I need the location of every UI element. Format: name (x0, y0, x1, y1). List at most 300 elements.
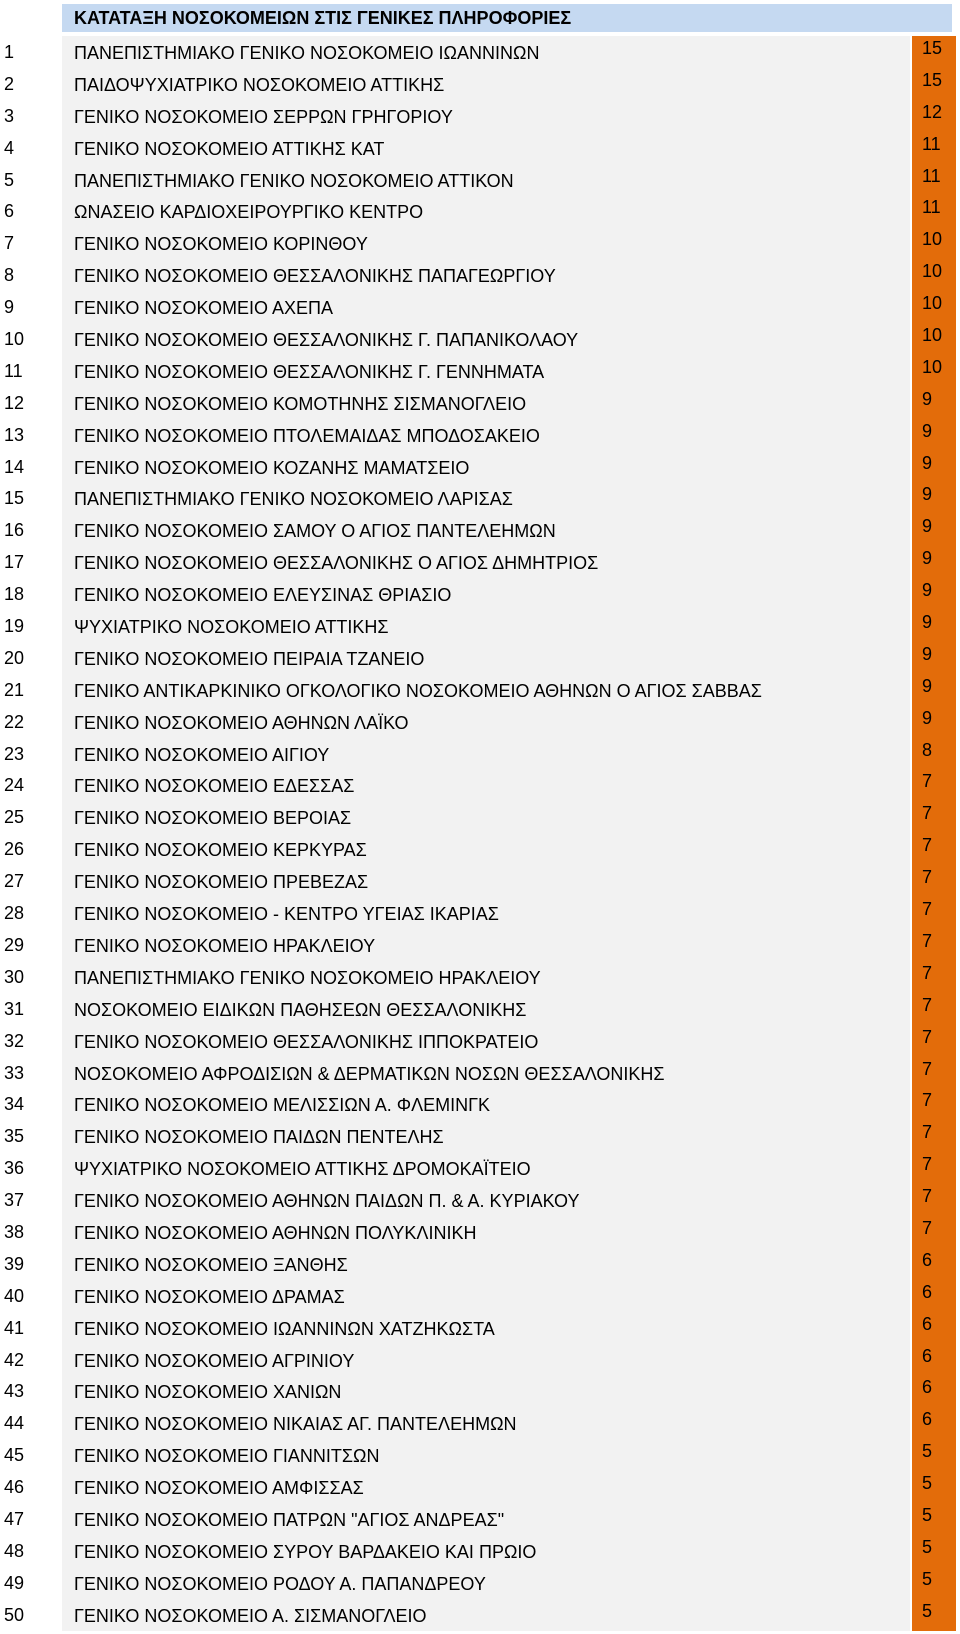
hospital-name: ΓΕΝΙΚΟ ΝΟΣΟΚΟΜΕΙΟ ΣΑΜΟΥ Ο ΑΓΙΟΣ ΠΑΝΤΕΛΕΗΜΩΝ (74, 521, 556, 542)
table-row (0, 164, 960, 196)
row-rank: 8 (4, 265, 15, 286)
table-row (0, 1312, 960, 1344)
row-rank: 18 (4, 584, 25, 605)
hospital-name-cell (62, 961, 910, 993)
row-rank: 33 (4, 1062, 25, 1083)
hospital-name: ΠΑΝΕΠΙΣΤΗΜΙΑΚΟ ΓΕΝΙΚΟ ΝΟΣΟΚΟΜΕΙΟ ΗΡΑΚΛΕΙΟΥ (74, 967, 541, 988)
row-rank: 5 (4, 169, 15, 190)
row-rank: 29 (4, 934, 25, 955)
hospital-name: ΓΕΝΙΚΟ ΝΟΣΟΚΟΜΕΙΟ - ΚΕΝΤΡΟ ΥΓΕΙΑΣ ΙΚΑΡΙΑΣ (74, 904, 499, 925)
score-value: 6 (922, 1377, 933, 1398)
hospital-name: ΓΕΝΙΚΟ ΝΟΣΟΚΟΜΕΙΟ ΣΕΡΡΩΝ ΓΡΗΓΟΡΙΟΥ (74, 106, 453, 127)
row-rank: 19 (4, 616, 25, 637)
row-rank: 21 (4, 679, 25, 700)
hospital-name-cell (62, 387, 910, 419)
score-cell (912, 1535, 956, 1567)
hospital-name: ΓΕΝΙΚΟ ΝΟΣΟΚΟΜΕΙΟ ΘΕΣΣΑΛΟΝΙΚΗΣ ΙΠΠΟΚΡΑΤΕΙΟ (74, 1031, 539, 1052)
row-rank: 7 (4, 233, 15, 254)
row-rank: 38 (4, 1221, 25, 1242)
score-cell (912, 801, 956, 833)
score-value: 9 (922, 643, 933, 664)
score-value: 7 (922, 962, 933, 983)
score-value: 7 (922, 835, 933, 856)
score-cell (912, 961, 956, 993)
score-cell (912, 993, 956, 1025)
score-value: 11 (922, 133, 941, 154)
hospital-name-cell (62, 1312, 910, 1344)
score-value: 9 (922, 707, 933, 728)
score-cell (912, 1344, 956, 1376)
score-value: 7 (922, 994, 933, 1015)
score-value: 7 (922, 1217, 933, 1238)
score-value: 10 (922, 293, 943, 314)
row-rank: 17 (4, 552, 25, 573)
table-row (0, 323, 960, 355)
hospital-name-cell (62, 227, 910, 259)
score-cell (912, 387, 956, 419)
hospital-name: ΓΕΝΙΚΟ ΝΟΣΟΚΟΜΕΙΟ ΚΟΖΑΝΗΣ ΜΑΜΑΤΣΕΙΟ (74, 457, 470, 478)
hospital-name-cell (62, 355, 910, 387)
hospital-name-cell (62, 610, 910, 642)
hospital-name-cell (62, 546, 910, 578)
hospital-name: ΨΥΧΙΑΤΡΙΚΟ ΝΟΣΟΚΟΜΕΙΟ ΑΤΤΙΚΗΣ (74, 617, 389, 638)
row-rank: 46 (4, 1477, 25, 1498)
hospital-name: ΓΕΝΙΚΟ ΝΟΣΟΚΟΜΕΙΟ ΕΛΕΥΣΙΝΑΣ ΘΡΙΑΣΙΟ (74, 585, 452, 606)
row-rank: 15 (4, 488, 25, 509)
score-cell (912, 1280, 956, 1312)
hospital-name: ΓΕΝΙΚΟ ΝΟΣΟΚΟΜΕΙΟ ΠΤΟΛΕΜΑΙΔΑΣ ΜΠΟΔΟΣΑΚΕΙΟ (74, 425, 540, 446)
score-value: 8 (922, 739, 933, 760)
row-rank: 47 (4, 1508, 25, 1529)
table-row (0, 1280, 960, 1312)
row-rank: 39 (4, 1253, 25, 1274)
score-cell (912, 769, 956, 801)
score-value: 7 (922, 930, 933, 951)
hospital-name-cell (62, 1184, 910, 1216)
hospital-name: ΓΕΝΙΚΟ ΝΟΣΟΚΟΜΕΙΟ ΘΕΣΣΑΛΟΝΙΚΗΣ Ο ΑΓΙΟΣ ΔΗΜΗΤΡΙΟΣ (74, 553, 599, 574)
table-row (0, 100, 960, 132)
hospital-name-cell (62, 323, 910, 355)
score-cell (912, 291, 956, 323)
row-rank: 16 (4, 520, 25, 541)
hospital-name-cell (62, 132, 910, 164)
score-value: 7 (922, 1090, 933, 1111)
score-cell (912, 195, 956, 227)
hospital-name-cell (62, 1375, 910, 1407)
score-cell (912, 578, 956, 610)
score-cell (912, 1312, 956, 1344)
hospital-name: ΠΑΙΔΟΨΥΧΙΑΤΡΙΚΟ ΝΟΣΟΚΟΜΕΙΟ ΑΤΤΙΚΗΣ (74, 74, 445, 95)
table-row (0, 1057, 960, 1089)
table-row (0, 610, 960, 642)
score-cell (912, 1088, 956, 1120)
hospital-name-cell (62, 1471, 910, 1503)
score-cell (912, 1407, 956, 1439)
row-rank: 41 (4, 1317, 25, 1338)
score-value: 5 (922, 1473, 933, 1494)
table-row (0, 1025, 960, 1057)
table-row (0, 387, 960, 419)
hospital-name: ΓΕΝΙΚΟ ΝΟΣΟΚΟΜΕΙΟ ΑΙΓΙΟΥ (74, 744, 330, 765)
hospital-name: ΝΟΣΟΚΟΜΕΙΟ ΕΙΔΙΚΩΝ ΠΑΘΗΣΕΩΝ ΘΕΣΣΑΛΟΝΙΚΗΣ (74, 999, 527, 1020)
score-value: 10 (922, 229, 943, 250)
row-rank: 23 (4, 743, 25, 764)
hospital-name-cell (62, 1503, 910, 1535)
hospital-name: ΓΕΝΙΚΟ ΝΟΣΟΚΟΜΕΙΟ ΑΓΡΙΝΙΟΥ (74, 1350, 355, 1371)
score-value: 6 (922, 1313, 933, 1334)
hospital-name: ΓΕΝΙΚΟ ΝΟΣΟΚΟΜΕΙΟ ΣΥΡΟΥ ΒΑΡΔΑΚΕΙΟ ΚΑΙ ΠΡΩΙΟ (74, 1541, 537, 1562)
hospital-name: ΓΕΝΙΚΟ ΝΟΣΟΚΟΜΕΙΟ ΘΕΣΣΑΛΟΝΙΚΗΣ Γ. ΠΑΠΑΝΙΚΟΛΑΟΥ (74, 330, 579, 351)
hospital-name-cell (62, 1216, 910, 1248)
score-value: 7 (922, 1058, 933, 1079)
score-value: 9 (922, 548, 933, 569)
hospital-name: ΓΕΝΙΚΟ ΝΟΣΟΚΟΜΕΙΟ ΕΔΕΣΣΑΣ (74, 776, 355, 797)
hospital-name-cell (62, 578, 910, 610)
row-rank: 25 (4, 807, 25, 828)
score-value: 11 (922, 165, 941, 186)
score-value: 6 (922, 1409, 933, 1430)
hospital-name: ΓΕΝΙΚΟ ΝΟΣΟΚΟΜΕΙΟ ΑΤΤΙΚΗΣ ΚΑΤ (74, 138, 385, 159)
hospital-name: ΓΕΝΙΚΟ ΝΟΣΟΚΟΜΕΙΟ ΚΟΡΙΝΘΟΥ (74, 234, 368, 255)
table-row (0, 961, 960, 993)
score-value: 9 (922, 580, 933, 601)
hospital-name-cell (62, 1567, 910, 1599)
row-rank: 26 (4, 839, 25, 860)
table-row (0, 929, 960, 961)
score-cell (912, 451, 956, 483)
score-cell (912, 610, 956, 642)
table-row (0, 1439, 960, 1471)
score-value: 6 (922, 1345, 933, 1366)
score-value: 9 (922, 484, 933, 505)
hospital-name: ΠΑΝΕΠΙΣΤΗΜΙΑΚΟ ΓΕΝΙΚΟ ΝΟΣΟΚΟΜΕΙΟ ΛΑΡΙΣΑΣ (74, 489, 513, 510)
score-value: 9 (922, 516, 933, 537)
score-cell (912, 833, 956, 865)
score-cell (912, 514, 956, 546)
hospital-name: ΓΕΝΙΚΟ ΝΟΣΟΚΟΜΕΙΟ ΑΘΗΝΩΝ ΠΟΛΥΚΛΙΝΙΚΗ (74, 1222, 477, 1243)
hospital-name-cell (62, 642, 910, 674)
hospital-name: ΨΥΧΙΑΤΡΙΚΟ ΝΟΣΟΚΟΜΕΙΟ ΑΤΤΙΚΗΣ ΔΡΟΜΟΚΑΪΤΕΙΟ (74, 1159, 531, 1180)
table-row (0, 355, 960, 387)
hospital-name: ΝΟΣΟΚΟΜΕΙΟ ΑΦΡΟΔΙΣΙΩΝ & ΔΕΡΜΑΤΙΚΩΝ ΝΟΣΩΝ ΘΕΣΣΑΛΟΝΙΚΗΣ (74, 1063, 665, 1084)
row-rank: 22 (4, 711, 25, 732)
hospital-name-cell (62, 451, 910, 483)
score-cell (912, 36, 956, 68)
score-value: 11 (922, 197, 941, 218)
table-row (0, 738, 960, 770)
table-row (0, 897, 960, 929)
hospital-name: ΓΕΝΙΚΟ ΝΟΣΟΚΟΜΕΙΟ Α. ΣΙΣΜΑΝΟΓΛΕΙΟ (74, 1605, 427, 1626)
score-value: 7 (922, 1186, 933, 1207)
score-cell (912, 929, 956, 961)
score-cell (912, 68, 956, 100)
score-value: 7 (922, 803, 933, 824)
row-rank: 32 (4, 1030, 25, 1051)
row-rank: 40 (4, 1285, 25, 1306)
score-value: 9 (922, 452, 933, 473)
score-cell (912, 164, 956, 196)
table-row (0, 706, 960, 738)
score-cell (912, 1025, 956, 1057)
hospital-name: ΓΕΝΙΚΟ ΝΟΣΟΚΟΜΕΙΟ ΠΕΙΡΑΙΑ ΤΖΑΝΕΙΟ (74, 648, 425, 669)
table-row (0, 1088, 960, 1120)
row-rank: 50 (4, 1604, 25, 1625)
row-rank: 48 (4, 1540, 25, 1561)
score-cell (912, 323, 956, 355)
row-rank: 43 (4, 1381, 25, 1402)
table-title: ΚΑΤΑΤΑΞΗ ΝΟΣΟΚΟΜΕΙΩΝ ΣΤΙΣ ΓΕΝΙΚΕΣ ΠΛΗΡΟΦΟΡΙΕΣ (74, 8, 572, 28)
row-rank: 2 (4, 73, 15, 94)
hospital-name: ΓΕΝΙΚΟ ΝΟΣΟΚΟΜΕΙΟ ΚΕΡΚΥΡΑΣ (74, 840, 367, 861)
hospital-name-cell (62, 769, 910, 801)
score-cell (912, 100, 956, 132)
score-cell (912, 546, 956, 578)
score-cell (912, 1439, 956, 1471)
score-cell (912, 738, 956, 770)
score-cell (912, 1120, 956, 1152)
hospital-name-cell (62, 1057, 910, 1089)
hospital-name: ΓΕΝΙΚΟ ΑΝΤΙΚΑΡΚΙΝΙΚΟ ΟΓΚΟΛΟΓΙΚΟ ΝΟΣΟΚΟΜΕΙΟ ΑΘΗΝΩΝ Ο ΑΓΙΟΣ ΣΑΒΒΑΣ (74, 680, 762, 701)
hospital-name: ΩΝΑΣΕΙΟ ΚΑΡΔΙΟΧΕΙΡΟΥΡΓΙΚΟ ΚΕΝΤΡΟ (74, 202, 424, 223)
table-row (0, 642, 960, 674)
hospital-name: ΓΕΝΙΚΟ ΝΟΣΟΚΟΜΕΙΟ ΑΜΦΙΣΣΑΣ (74, 1478, 364, 1499)
score-cell (912, 1216, 956, 1248)
hospital-name-cell (62, 1535, 910, 1567)
table-row (0, 1344, 960, 1376)
row-rank: 30 (4, 966, 25, 987)
score-value: 10 (922, 325, 943, 346)
table-row (0, 801, 960, 833)
score-value: 15 (922, 38, 943, 58)
hospital-name-cell (62, 1439, 910, 1471)
hospital-name-cell (62, 1344, 910, 1376)
hospital-name: ΓΕΝΙΚΟ ΝΟΣΟΚΟΜΕΙΟ ΓΙΑΝΝΙΤΣΩΝ (74, 1446, 380, 1467)
hospital-name-cell (62, 897, 910, 929)
table-header (62, 4, 952, 32)
table-row (0, 419, 960, 451)
table-row (0, 132, 960, 164)
row-rank: 36 (4, 1158, 25, 1179)
table-row (0, 1471, 960, 1503)
score-value: 7 (922, 1026, 933, 1047)
hospital-name: ΓΕΝΙΚΟ ΝΟΣΟΚΟΜΕΙΟ ΡΟΔΟΥ Α. ΠΑΠΑΝΔΡΕΟΥ (74, 1573, 486, 1594)
score-cell (912, 419, 956, 451)
score-cell (912, 865, 956, 897)
table-row (0, 514, 960, 546)
score-value: 7 (922, 1154, 933, 1175)
row-rank: 9 (4, 297, 15, 318)
table-row (0, 1120, 960, 1152)
hospital-name: ΓΕΝΙΚΟ ΝΟΣΟΚΟΜΕΙΟ ΑΧΕΠΑ (74, 298, 333, 319)
score-value: 5 (922, 1504, 933, 1525)
row-rank: 13 (4, 424, 25, 445)
row-rank: 27 (4, 871, 25, 892)
score-value: 6 (922, 1281, 933, 1302)
row-rank: 34 (4, 1094, 25, 1115)
table-row (0, 1407, 960, 1439)
score-value: 9 (922, 420, 933, 441)
hospital-name-cell (62, 36, 910, 68)
hospital-name-cell (62, 68, 910, 100)
hospital-name: ΓΕΝΙΚΟ ΝΟΣΟΚΟΜΕΙΟ ΘΕΣΣΑΛΟΝΙΚΗΣ ΠΑΠΑΓΕΩΡΓΙΟΥ (74, 266, 556, 287)
hospital-name-cell (62, 1120, 910, 1152)
table-row (0, 674, 960, 706)
hospital-name-cell (62, 706, 910, 738)
hospital-name-cell (62, 164, 910, 196)
hospital-name-cell (62, 259, 910, 291)
hospital-name: ΓΕΝΙΚΟ ΝΟΣΟΚΟΜΕΙΟ ΠΑΙΔΩΝ ΠΕΝΤΕΛΗΣ (74, 1127, 444, 1148)
score-cell (912, 1057, 956, 1089)
hospital-name-cell (62, 1088, 910, 1120)
row-rank: 14 (4, 456, 25, 477)
score-value: 7 (922, 899, 933, 920)
row-rank: 35 (4, 1126, 25, 1147)
score-value: 5 (922, 1600, 933, 1621)
hospital-name: ΓΕΝΙΚΟ ΝΟΣΟΚΟΜΕΙΟ ΝΙΚΑΙΑΣ ΑΓ. ΠΑΝΤΕΛΕΗΜΩΝ (74, 1414, 517, 1435)
table-row (0, 1216, 960, 1248)
table-row (0, 1152, 960, 1184)
hospital-name-cell (62, 1248, 910, 1280)
hospital-name-cell (62, 419, 910, 451)
score-value: 6 (922, 1249, 933, 1270)
hospital-name: ΓΕΝΙΚΟ ΝΟΣΟΚΟΜΕΙΟ ΒΕΡΟΙΑΣ (74, 808, 352, 829)
score-cell (912, 1599, 956, 1631)
table-row (0, 195, 960, 227)
hospital-name: ΓΕΝΙΚΟ ΝΟΣΟΚΟΜΕΙΟ ΑΘΗΝΩΝ ΛΑΪΚΟ (74, 712, 409, 733)
score-value: 7 (922, 867, 933, 888)
score-value: 7 (922, 771, 933, 792)
score-cell (912, 1567, 956, 1599)
hospital-name: ΓΕΝΙΚΟ ΝΟΣΟΚΟΜΕΙΟ ΙΩΑΝΝΙΝΩΝ ΧΑΤΖΗΚΩΣΤΑ (74, 1318, 495, 1339)
hospital-name: ΓΕΝΙΚΟ ΝΟΣΟΚΟΜΕΙΟ ΗΡΑΚΛΕΙΟΥ (74, 935, 376, 956)
score-cell (912, 642, 956, 674)
table-row (0, 1375, 960, 1407)
table-body (0, 36, 960, 1631)
hospital-name-cell (62, 993, 910, 1025)
row-rank: 42 (4, 1349, 25, 1370)
table-row (0, 451, 960, 483)
score-value: 15 (922, 69, 943, 90)
table-row (0, 1567, 960, 1599)
score-cell (912, 706, 956, 738)
table-row (0, 1248, 960, 1280)
table-row (0, 291, 960, 323)
table-row (0, 482, 960, 514)
hospital-name: ΓΕΝΙΚΟ ΝΟΣΟΚΟΜΕΙΟ ΞΑΝΘΗΣ (74, 1254, 348, 1275)
row-rank: 28 (4, 903, 25, 924)
hospital-name: ΓΕΝΙΚΟ ΝΟΣΟΚΟΜΕΙΟ ΧΑΝΙΩΝ (74, 1382, 342, 1403)
row-rank: 37 (4, 1190, 25, 1211)
hospital-name-cell (62, 100, 910, 132)
score-cell (912, 1471, 956, 1503)
table-row (0, 68, 960, 100)
score-cell (912, 132, 956, 164)
hospital-name-cell (62, 1407, 910, 1439)
hospital-name-cell (62, 1599, 910, 1631)
table-row (0, 578, 960, 610)
hospital-name: ΓΕΝΙΚΟ ΝΟΣΟΚΟΜΕΙΟ ΠΑΤΡΩΝ "ΑΓΙΟΣ ΑΝΔΡΕΑΣ" (74, 1509, 505, 1530)
row-rank: 44 (4, 1413, 25, 1434)
table-row (0, 1503, 960, 1535)
hospital-name: ΓΕΝΙΚΟ ΝΟΣΟΚΟΜΕΙΟ ΔΡΑΜΑΣ (74, 1286, 345, 1307)
score-cell (912, 1503, 956, 1535)
score-value: 9 (922, 675, 933, 696)
row-rank: 24 (4, 775, 25, 796)
table-row (0, 833, 960, 865)
table-row (0, 36, 960, 68)
hospital-name: ΓΕΝΙΚΟ ΝΟΣΟΚΟΜΕΙΟ ΑΘΗΝΩΝ ΠΑΙΔΩΝ Π. & Α. ΚΥΡΙΑΚΟΥ (74, 1191, 580, 1212)
hospital-name: ΓΕΝΙΚΟ ΝΟΣΟΚΟΜΕΙΟ ΘΕΣΣΑΛΟΝΙΚΗΣ Γ. ΓΕΝΝΗΜΑΤΑ (74, 361, 545, 382)
row-rank: 11 (4, 360, 23, 381)
table-row (0, 546, 960, 578)
table-row (0, 993, 960, 1025)
row-rank: 3 (4, 105, 15, 126)
table-row (0, 769, 960, 801)
hospital-name-cell (62, 291, 910, 323)
row-rank: 12 (4, 392, 25, 413)
row-rank: 1 (4, 42, 15, 62)
score-cell (912, 227, 956, 259)
hospital-name-cell (62, 674, 910, 706)
score-value: 5 (922, 1568, 933, 1589)
score-value: 9 (922, 388, 933, 409)
hospital-name: ΠΑΝΕΠΙΣΤΗΜΙΑΚΟ ΓΕΝΙΚΟ ΝΟΣΟΚΟΜΕΙΟ ΑΤΤΙΚΟΝ (74, 170, 514, 191)
hospital-name-cell (62, 1280, 910, 1312)
score-value: 7 (922, 1122, 933, 1143)
score-value: 9 (922, 612, 933, 633)
row-rank: 31 (4, 998, 25, 1019)
score-value: 10 (922, 356, 943, 377)
score-cell (912, 259, 956, 291)
score-cell (912, 482, 956, 514)
score-cell (912, 897, 956, 929)
table-row (0, 1184, 960, 1216)
hospital-name-cell (62, 801, 910, 833)
hospital-name-cell (62, 929, 910, 961)
score-value: 10 (922, 261, 943, 282)
hospital-name-cell (62, 195, 910, 227)
score-value: 5 (922, 1536, 933, 1557)
score-cell (912, 355, 956, 387)
row-rank: 49 (4, 1572, 25, 1593)
hospital-name-cell (62, 738, 910, 770)
hospital-name-cell (62, 482, 910, 514)
score-cell (912, 1375, 956, 1407)
row-rank: 10 (4, 329, 25, 350)
table-row (0, 227, 960, 259)
table-row (0, 865, 960, 897)
row-rank: 20 (4, 647, 25, 668)
hospital-name-cell (62, 1025, 910, 1057)
hospital-name-cell (62, 1152, 910, 1184)
table-row (0, 259, 960, 291)
score-cell (912, 1248, 956, 1280)
score-cell (912, 1184, 956, 1216)
score-cell (912, 1152, 956, 1184)
row-rank: 45 (4, 1445, 25, 1466)
score-value: 12 (922, 101, 943, 122)
table-row (0, 1535, 960, 1567)
row-rank: 6 (4, 201, 15, 222)
score-value: 5 (922, 1441, 933, 1462)
hospital-name: ΓΕΝΙΚΟ ΝΟΣΟΚΟΜΕΙΟ ΜΕΛΙΣΣΙΩΝ Α. ΦΛΕΜΙΝΓΚ (74, 1095, 491, 1116)
table-row (0, 1599, 960, 1631)
hospital-name: ΓΕΝΙΚΟ ΝΟΣΟΚΟΜΕΙΟ ΚΟΜΟΤΗΝΗΣ ΣΙΣΜΑΝΟΓΛΕΙΟ (74, 393, 527, 414)
hospital-name-cell (62, 865, 910, 897)
row-rank: 4 (4, 137, 15, 158)
score-cell (912, 674, 956, 706)
hospital-name-cell (62, 514, 910, 546)
